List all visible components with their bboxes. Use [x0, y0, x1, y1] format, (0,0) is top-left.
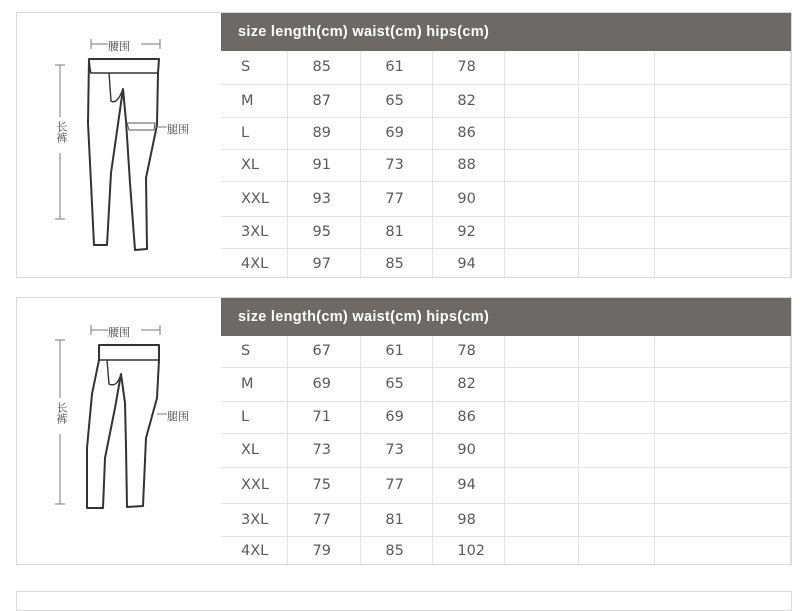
- waist-cell: 61: [361, 336, 433, 367]
- empty-cell: [655, 216, 791, 248]
- size-cell: L: [221, 117, 288, 149]
- hips-cell: 82: [433, 84, 505, 117]
- empty-cell: [505, 51, 579, 84]
- table-row: [221, 336, 791, 367]
- empty-cell: [655, 181, 791, 216]
- empty-cell: [579, 84, 655, 117]
- length-cell: 97: [288, 248, 361, 279]
- size-chart-panel-partial: [16, 591, 792, 611]
- table-row: [221, 248, 791, 279]
- table-header: size length(cm) waist(cm) hips(cm): [221, 298, 791, 336]
- size-cell: M: [221, 367, 288, 401]
- pants-outline: [87, 345, 159, 508]
- hips-cell: 88: [433, 149, 505, 181]
- table-row: [221, 216, 791, 248]
- length-label: 长裤: [55, 121, 68, 143]
- length-cell: 89: [288, 117, 361, 149]
- empty-cell: [579, 216, 655, 248]
- hips-cell: 94: [433, 248, 505, 279]
- empty-cell: [505, 503, 579, 536]
- empty-cell: [505, 149, 579, 181]
- hips-cell: 78: [433, 51, 505, 84]
- waist-cell: 73: [361, 149, 433, 181]
- empty-cell: [579, 248, 655, 279]
- length-cell: 91: [288, 149, 361, 181]
- waist-cell: 65: [361, 84, 433, 117]
- size-cell: XL: [221, 433, 288, 467]
- waist-cell: 81: [361, 216, 433, 248]
- empty-cell: [505, 401, 579, 433]
- size-table-long: [221, 13, 791, 279]
- hips-cell: 82: [433, 367, 505, 401]
- waist-cell: 81: [361, 503, 433, 536]
- size-cell: XL: [221, 149, 288, 181]
- empty-cell: [655, 536, 791, 566]
- hips-cell: 98: [433, 503, 505, 536]
- pants-outline: [88, 59, 159, 250]
- length-cell: 93: [288, 181, 361, 216]
- hips-cell: 94: [433, 467, 505, 503]
- size-cell: S: [221, 336, 288, 367]
- hips-cell: 86: [433, 117, 505, 149]
- waist-label: 腰围: [108, 40, 130, 53]
- empty-cell: [655, 248, 791, 279]
- waist-cell: 73: [361, 433, 433, 467]
- hips-cell: 90: [433, 433, 505, 467]
- length-cell: 87: [288, 84, 361, 117]
- length-cell: 67: [288, 336, 361, 367]
- empty-cell: [505, 117, 579, 149]
- empty-cell: [655, 149, 791, 181]
- empty-cell: [579, 149, 655, 181]
- table-row: [221, 467, 791, 503]
- pants-illustration-long: [17, 13, 221, 277]
- empty-cell: [505, 216, 579, 248]
- size-chart-panel-cropped: [16, 297, 792, 565]
- size-cell: M: [221, 84, 288, 117]
- table-row: [221, 117, 791, 149]
- hips-cell: 90: [433, 181, 505, 216]
- empty-cell: [505, 536, 579, 566]
- waist-cell: 65: [361, 367, 433, 401]
- waist-cell: 77: [361, 181, 433, 216]
- pants-illustration-cropped: [17, 298, 221, 564]
- table-row: [221, 51, 791, 84]
- hips-cell: 102: [433, 536, 505, 566]
- empty-cell: [655, 467, 791, 503]
- waist-cell: 85: [361, 536, 433, 566]
- size-cell: 3XL: [221, 503, 288, 536]
- table-row: [221, 149, 791, 181]
- size-cell: 4XL: [221, 248, 288, 279]
- leg-label: 腿围: [167, 410, 189, 423]
- length-cell: 71: [288, 401, 361, 433]
- table-row: [221, 503, 791, 536]
- empty-cell: [579, 367, 655, 401]
- empty-cell: [655, 84, 791, 117]
- table-row: [221, 181, 791, 216]
- table-row: [221, 536, 791, 566]
- size-cell: 4XL: [221, 536, 288, 566]
- empty-cell: [505, 248, 579, 279]
- length-cell: 77: [288, 503, 361, 536]
- empty-cell: [505, 467, 579, 503]
- table-header: size length(cm) waist(cm) hips(cm): [221, 13, 791, 51]
- table-row: [221, 433, 791, 467]
- length-cell: 69: [288, 367, 361, 401]
- size-cell: S: [221, 51, 288, 84]
- empty-cell: [579, 117, 655, 149]
- empty-cell: [579, 401, 655, 433]
- empty-cell: [505, 84, 579, 117]
- waist-cell: 69: [361, 401, 433, 433]
- empty-cell: [655, 433, 791, 467]
- length-label: 长裤: [55, 402, 68, 424]
- hips-cell: 92: [433, 216, 505, 248]
- empty-cell: [579, 503, 655, 536]
- length-cell: 85: [288, 51, 361, 84]
- size-cell: 3XL: [221, 216, 288, 248]
- empty-cell: [655, 367, 791, 401]
- empty-cell: [579, 467, 655, 503]
- empty-cell: [505, 181, 579, 216]
- waist-cell: 85: [361, 248, 433, 279]
- empty-cell: [505, 336, 579, 367]
- table-row: [221, 84, 791, 117]
- length-cell: 75: [288, 467, 361, 503]
- length-cell: 95: [288, 216, 361, 248]
- size-chart-panel-long: [16, 12, 792, 278]
- table-row: [221, 367, 791, 401]
- size-cell: L: [221, 401, 288, 433]
- length-cell: 73: [288, 433, 361, 467]
- size-cell: XXL: [221, 467, 288, 503]
- empty-cell: [579, 336, 655, 367]
- empty-cell: [655, 336, 791, 367]
- waist-cell: 77: [361, 467, 433, 503]
- empty-cell: [655, 117, 791, 149]
- empty-cell: [655, 503, 791, 536]
- empty-cell: [579, 181, 655, 216]
- empty-cell: [579, 433, 655, 467]
- waist-cell: 69: [361, 117, 433, 149]
- length-cell: 79: [288, 536, 361, 566]
- waist-label: 腰围: [108, 326, 130, 339]
- size-cell: XXL: [221, 181, 288, 216]
- empty-cell: [505, 367, 579, 401]
- table-row: [221, 401, 791, 433]
- empty-cell: [579, 536, 655, 566]
- size-table-cropped: [221, 298, 791, 566]
- empty-cell: [655, 51, 791, 84]
- empty-cell: [579, 51, 655, 84]
- empty-cell: [655, 401, 791, 433]
- waist-cell: 61: [361, 51, 433, 84]
- hips-cell: 78: [433, 336, 505, 367]
- hips-cell: 86: [433, 401, 505, 433]
- empty-cell: [505, 433, 579, 467]
- leg-label: 腿围: [167, 123, 189, 136]
